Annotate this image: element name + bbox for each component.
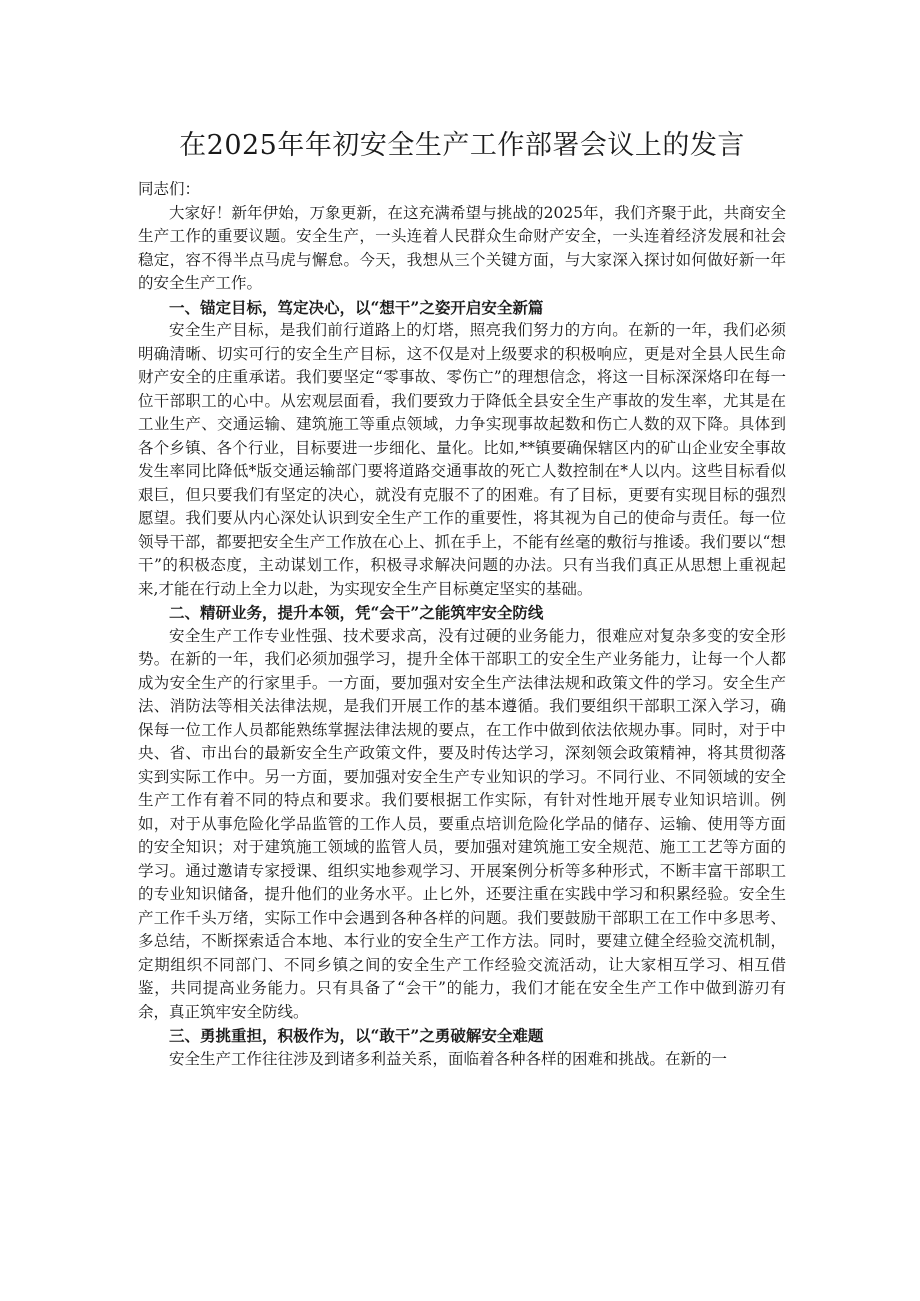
section-2-heading: 二、精研业务，提升本领，凭“会干”之能筑牢安全防线	[169, 603, 544, 622]
section-3-heading: 三、勇挑重担，积极作为，以“敢干”之勇破解安全难题	[169, 1026, 544, 1045]
section-1-heading: 一、锚定目标，笃定决心，以“想干”之姿开启安全新篇	[169, 297, 544, 317]
intro-paragraph: 大家好！新年伊始，万象更新，在这充满希望与挑战的2025年，我们齐聚于此，共商安全生产工作的重要议题。安全生产，一头连着人民群众生命财产安全，一头连着经济发展和社会稳定，容不得半点马虎与懈怠。今天，我想从三个关键方面，与大家深入探讨如何做好新一年的安全生产工作。	[138, 203, 786, 292]
document-title: 在2025年年初安全生产工作部署会议上的发言	[179, 130, 745, 161]
document-page	[138, 126, 786, 1071]
section-2-body: 安全生产工作专业性强、技术要求高，没有过硬的业务能力，很难应对复杂多变的安全形势。在新的一年，我们必须加强学习，提升全体干部职工的安全生产业务能力，让每一个人都成为安全生产的行家里手。一方面，要加强对安全生产法律法规和政策文件的学习。安全生产法、消防法等相关法律法规，是我们开展工作的基本遵循。我们要组织干部职工深入学习，确保每一位工作人员都能熟练掌握法律法规的要点，在工作中做到依法依规办事。同时，对于中央、省、市出台的最新安全生产政策文件，要及时传达学习，深刻领会政策精神，将其贯彻落实到实际工作中。另一方面，要加强对安全生产专业知识的学习。不同行业、不同领域的安全生产工作有着不同的特点和要求。我们要根据工作实际，有针对性地开展专业知识培训。例如，对于从事危险化学品监管的工作人员，要重点培训危险化学品的储存、运输、使用等方面的安全知识；对于建筑施工领域的监管人员，要加强对建筑施工安全规范、施工工艺等方面的学习。通过邀请专家授课、组织实地参观学习、开展案例分析等多种形式，不断丰富干部职工的专业知识储备，提升他们的业务水平。止匕外，还要注重在实践中学习和积累经验。安全生产工作千头万绪，实际工作中会遇到各种各样的问题。我们要鼓励干部职工在工作中多思考、多总结，不断探索适合本地、本行业的安全生产工作方法。同时，要建立健全经验交流机制，定期组织不同部门、不同乡镇之间的安全生产工作经验交流活动，让大家相互学习、相互借鉴，共同提高业务能力。只有具备了“会干”的能力，我们才能在安全生产工作中做到游刃有余，真正筑牢安全防线。	[138, 626, 786, 1021]
section-1-body: 安全生产目标，是我们前行道路上的灯塔，照亮我们努力的方向。在新的一年，我们必须明确清晰、切实可行的安全生产目标，这不仅是对上级要求的积极响应，更是对全县人民生命财产安全的庄重承诺。我们要坚定“零事故、零伤亡”的理想信念，将这一目标深深烙印在每一位干部职工的心中。从宏观层面看，我们要致力于降低全县安全生产事故的发生率，尤其是在工业生产、交通运输、建筑施工等重点领域，力争实现事故起数和伤亡人数的双下降。具体到各个乡镇、各个行业，目标要进一步细化、量化。比如,**镇要确保辖区内的矿山企业安全事故发生率同比降低*版交通运输部门要将道路交通事故的死亡人数控制在*人以内。这些目标看似艰巨，但只要我们有坚定的决心，就没有克服不了的困难。有了目标，更要有实现目标的强烈愿望。我们要从内心深处认识到安全生产工作的重要性，将其视为自己的使命与责任。每一位领导干部，都要把安全生产工作放在心上、抓在手上，不能有丝毫的敷衍与推诿。我们要以“想干”的积极态度，主动谋划工作，积极寻求解决问题的办法。只有当我们真正从思想上重视起来,才能在行动上全力以赴，为实现安全生产目标奠定坚实的基础。	[138, 321, 786, 598]
salutation: 同志们：	[138, 180, 201, 198]
section-3-body: 安全生产工作往往涉及到诸多利益关系，面临着各种各样的困难和挑战。在新的一	[169, 1049, 728, 1068]
